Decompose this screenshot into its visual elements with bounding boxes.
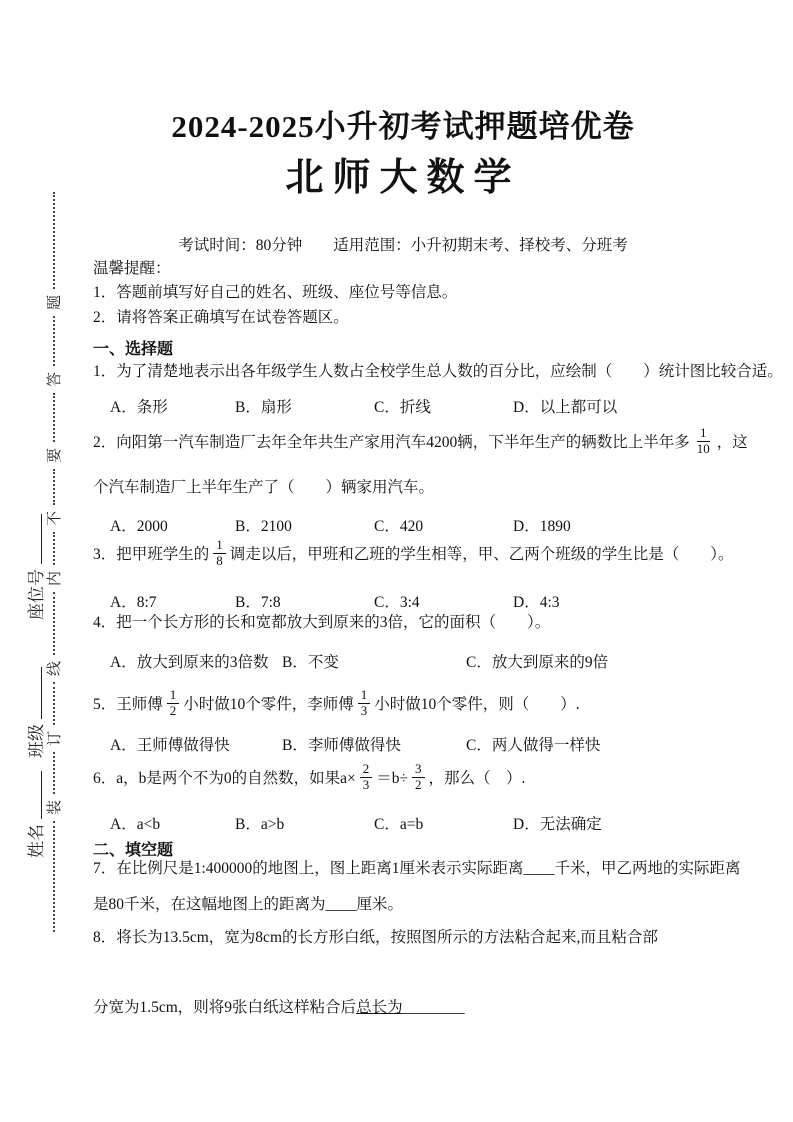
seal-dots-segment [53, 316, 55, 366]
question-5-segment: 5．王师傅 [93, 696, 163, 713]
name-field [22, 771, 47, 858]
question-8-text-line2 [93, 998, 465, 1018]
option-d: D．4:3 [513, 594, 560, 611]
question-8-blank-line: ________ [402, 999, 465, 1016]
notice-item-2: 2．请将答案正确填写在试卷答题区。 [93, 309, 349, 326]
question-8-segment: 分宽为1.5cm，则将9张白纸这样粘合后 [93, 999, 357, 1016]
question-7-text-line2: 是80千米，在这幅地图上的距离为____厘米。 [93, 896, 404, 913]
question-1-text: 1．为了清楚地表示出各年级学生人数占全校学生总人数的百分比，应绘制（ ）统计图比较合适。 [93, 363, 783, 380]
question-1-options [93, 395, 713, 417]
seal-dots-segment [53, 752, 55, 795]
option-d: D．以上都可以 [513, 399, 618, 416]
fraction-2-3: $\frac{2}{3}$ [360, 762, 373, 793]
question-4-text: 4．把一个长方形的长和宽都放大到原来的3倍，它的面积（ ）。 [93, 614, 551, 631]
question-6-options [93, 812, 713, 834]
question-6-text [93, 756, 525, 798]
question-5-text [93, 682, 580, 724]
fraction-1-2: $\frac{1}{2}$ [167, 688, 180, 719]
class-blank-line [24, 667, 42, 719]
option-a: A．a<b [110, 816, 161, 833]
option-c: C．两人做得一样快 [466, 737, 601, 754]
seat-number-blank-line [24, 514, 42, 564]
seal-text-char: 内 [47, 570, 64, 586]
option-c: C．折线 [374, 399, 431, 416]
class-field [22, 667, 47, 758]
seal-text-char: 线 [47, 661, 64, 677]
section-title-choice: 一、选择题 [93, 341, 174, 358]
option-c: C．放大到原来的9倍 [466, 654, 609, 671]
option-c: C．420 [374, 518, 424, 535]
name-blank-line [24, 771, 42, 819]
option-b: B．2100 [235, 518, 292, 535]
fraction-1-10: $\frac{1}{10}$ [696, 424, 710, 456]
option-a: A．王师傅做得快 [110, 737, 230, 754]
question-3-segment: 3．把甲班学生的 [93, 546, 210, 563]
question-4-options [93, 650, 713, 672]
seal-text-char: 题 [47, 295, 64, 311]
option-c: C．a=b [374, 816, 424, 833]
seal-dotted-line [45, 192, 63, 932]
exam-info-line: 考试时间：80分钟 适用范围：小升初期末考、择校考、分班考 [178, 237, 628, 254]
option-a: A．8:7 [110, 594, 157, 611]
question-5-segment: 小时做10个零件，李师傅 [183, 696, 354, 713]
seal-dots-segment [53, 393, 55, 442]
seal-text-char: 装 [47, 800, 64, 816]
seal-dots-segment [53, 532, 55, 564]
question-3-options [93, 590, 713, 612]
seal-dots-segment [53, 192, 55, 289]
seal-text-char: 答 [47, 372, 64, 388]
seal-dots-segment [53, 592, 55, 656]
notice-title: 温馨提醒： [93, 260, 171, 277]
question-2-segment: ，这 [716, 434, 748, 451]
seal-dots-segment [53, 682, 55, 725]
question-6-segment: ＝b÷ [376, 770, 409, 787]
option-b: B．7:8 [235, 594, 281, 611]
notice-item-1: 1．答题前填写好自己的姓名、班级、座位号等信息。 [93, 284, 458, 301]
option-b: B．扇形 [235, 399, 292, 416]
question-8-text-line1: 8．将长为13.5cm，宽为8cm的长方形白纸，按照图所示的方法粘合起来,而且粘合部 [93, 929, 658, 946]
option-b: B．不变 [282, 654, 339, 671]
page-subtitle: 北师大数学 [285, 157, 521, 199]
seat-number-field [22, 514, 47, 620]
question-3-text [93, 531, 734, 575]
question-6-segment: 6．a，b是两个不为0的自然数，如果a× [93, 770, 356, 787]
seal-dots-segment [53, 821, 55, 932]
seal-text-char: 订 [47, 730, 64, 746]
question-8-blank-label: 总长为 [356, 999, 403, 1016]
question-3-segment: 调走以后，甲班和乙班的学生相等，甲、乙两个班级的学生比是（ ）。 [229, 546, 734, 563]
fraction-1-3: $\frac{1}{3}$ [358, 688, 371, 719]
question-2-text [93, 419, 748, 463]
question-2-text-line2: 个汽车制造厂上半年生产了（ ）辆家用汽车。 [93, 479, 435, 496]
option-c: C．3:4 [374, 594, 420, 611]
question-2-segment: 2．向阳第一汽车制造厂去年全年共生产家用汽车4200辆，下半年生产的辆数比上半年多 [93, 434, 690, 451]
option-a: A．2000 [110, 518, 168, 535]
name-label: 姓名 [27, 824, 46, 858]
fraction-1-8: $\frac{1}{8}$ [213, 538, 226, 569]
class-label: 班级 [27, 724, 46, 758]
option-d: D．1890 [513, 518, 571, 535]
question-5-options [93, 733, 713, 755]
question-7-text-line1: 7．在比例尺是1:400000的地图上，图上距离1厘米表示实际距离____千米，甲乙两地的实际距离 [93, 860, 741, 877]
option-a: A．条形 [110, 399, 168, 416]
section-title-fill: 二、填空题 [93, 842, 174, 859]
seal-dots-segment [53, 469, 55, 506]
option-a: A．放大到原来的3倍数 [110, 654, 269, 671]
option-b: B．a>b [235, 816, 285, 833]
fraction-3-2: $\frac{3}{2}$ [412, 762, 425, 793]
seal-text-char: 不 [47, 511, 64, 527]
option-b: B．李师傅做得快 [282, 737, 401, 754]
seal-text-char: 要 [47, 447, 64, 463]
page-title: 2024-2025小升初考试押题培优卷 [171, 109, 635, 144]
option-d: D．无法确定 [513, 816, 602, 833]
question-6-segment: ，那么（ ）. [428, 770, 526, 787]
question-5-segment: 小时做10个零件，则（ ）. [374, 696, 580, 713]
seat-number-label: 座位号 [27, 569, 46, 620]
